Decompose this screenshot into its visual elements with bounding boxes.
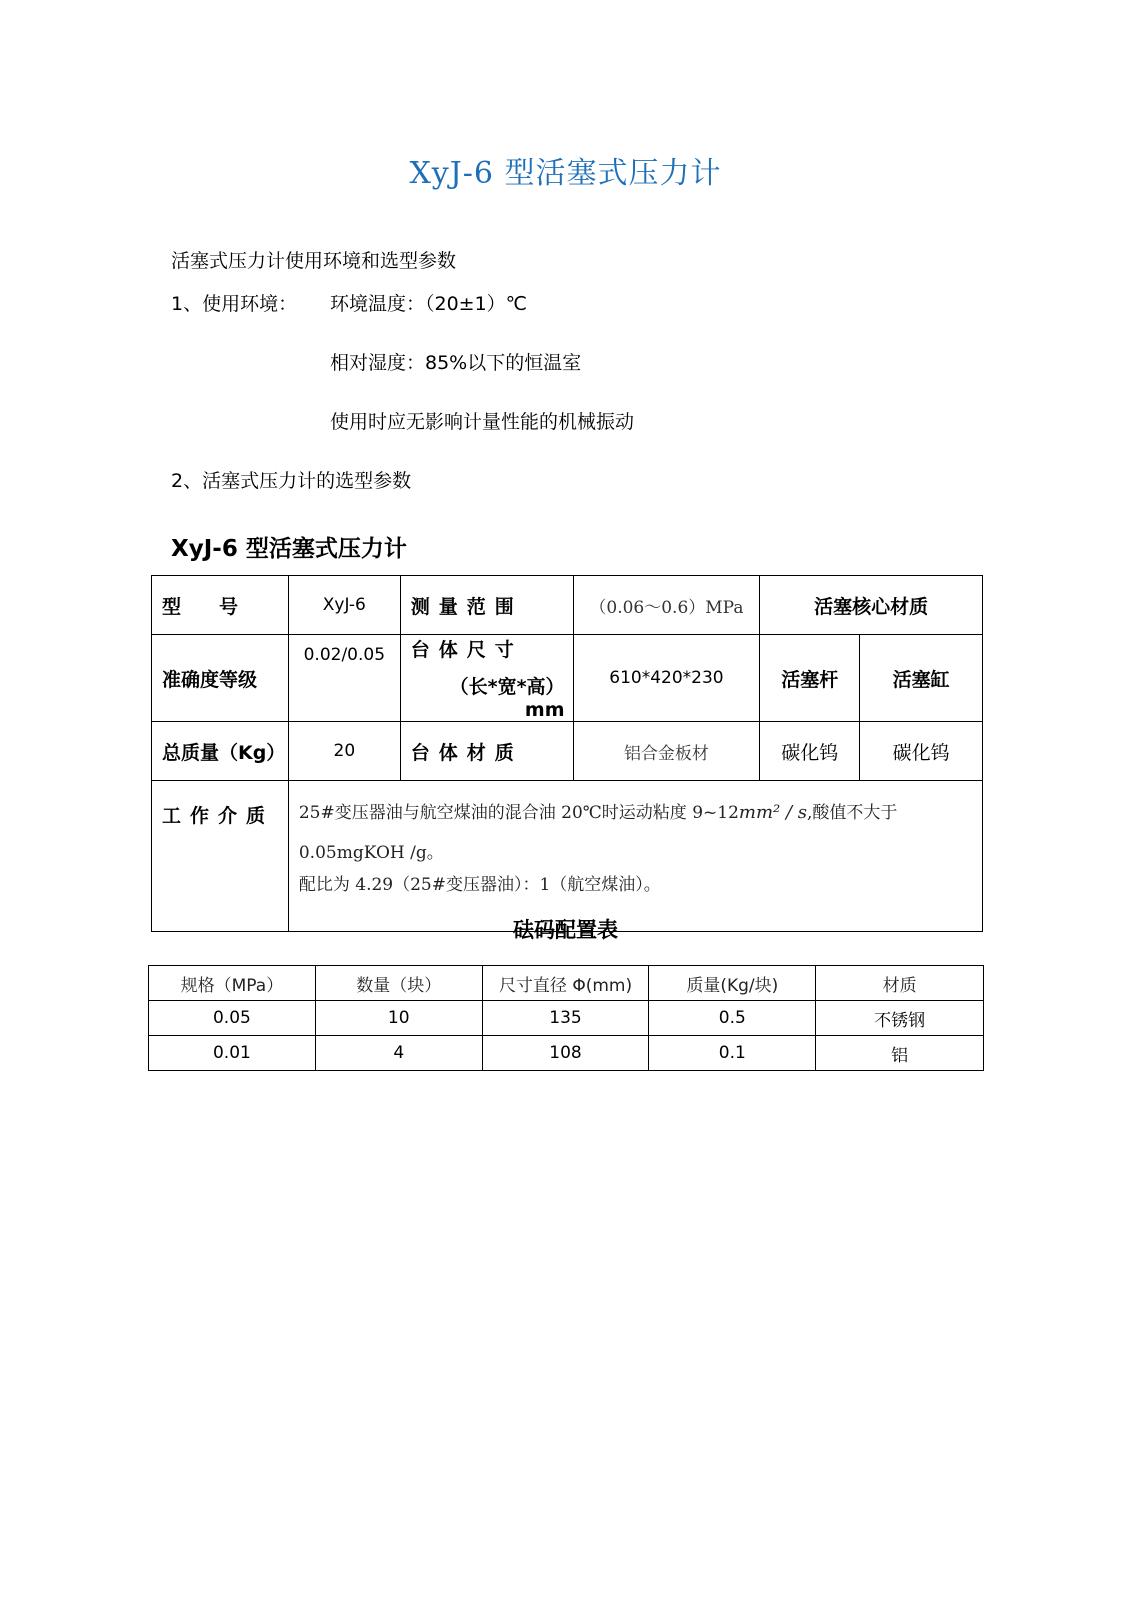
section-heading: 活塞式压力计使用环境和选型参数 — [171, 250, 457, 272]
table-cell: 0.1 — [649, 1036, 816, 1071]
size-label — [400, 635, 573, 722]
env-label: 1、使用环境： — [171, 293, 298, 315]
body-material-value: 铝合金板材 — [573, 722, 760, 781]
table-row — [149, 1036, 984, 1071]
weights-header-row — [149, 966, 984, 1001]
spec-row — [152, 576, 983, 635]
spec-table-title: XyJ-6 型活塞式压力计 — [171, 536, 407, 562]
header-cell: 质量(Kg/块) — [649, 966, 816, 1001]
cylinder-material: 碳化钨 — [860, 722, 983, 781]
medium-line-1: 25#变压器油与航空煤油的混合油 20℃时运动粘度 9~12mm² / s,酸值不大于 — [298, 802, 898, 823]
body-material-label: 台体材质 — [400, 722, 573, 781]
table-cell: 10 — [315, 1001, 482, 1036]
header-cell: 尺寸直径 Φ(mm) — [482, 966, 649, 1001]
spec-row — [152, 635, 983, 722]
table-cell: 不锈钢 — [816, 1001, 984, 1036]
table-cell: 0.05 — [149, 1001, 316, 1036]
header-cell: 数量（块） — [315, 966, 482, 1001]
header-cell: 材质 — [816, 966, 984, 1001]
spec-table — [151, 575, 983, 932]
table-cell: 135 — [482, 1001, 649, 1036]
selection-label: 2、活塞式压力计的选型参数 — [171, 470, 412, 492]
rod-label: 活塞杆 — [760, 635, 860, 722]
range-value: （0.06～0.6）MPa — [573, 576, 760, 635]
env-humidity: 相对湿度：85%以下的恒温室 — [330, 352, 582, 374]
medium-line-2: 0.05mgKOH /g。 — [298, 843, 444, 863]
table-cell: 0.01 — [149, 1036, 316, 1071]
range-label: 测量范围 — [400, 576, 573, 635]
table-cell: 4 — [315, 1036, 482, 1071]
size-label-line2: （长*宽*高）mm — [449, 676, 565, 721]
table-cell: 0.5 — [649, 1001, 816, 1036]
medium-label: 工作介质 — [152, 781, 289, 932]
accuracy-value: 0.02/0.05 — [288, 635, 400, 722]
cylinder-label: 活塞缸 — [860, 635, 983, 722]
mass-value: 20 — [288, 722, 400, 781]
model-value: XyJ-6 — [288, 576, 400, 635]
env-temperature: 环境温度：（20±1）℃ — [330, 293, 528, 315]
size-value: 610*420*230 — [573, 635, 760, 722]
medium-line-3: 配比为 4.29（25#变压器油）：1（航空煤油）。 — [298, 875, 661, 895]
weights-table-title: 砝码配置表 — [513, 918, 618, 942]
document-title: XyJ-6 型活塞式压力计 — [409, 156, 722, 191]
medium-description — [288, 781, 982, 932]
accuracy-label: 准确度等级 — [152, 635, 289, 722]
table-row — [149, 1001, 984, 1036]
viscosity-unit: mm² / s — [738, 802, 807, 823]
model-label: 型 号 — [152, 576, 289, 635]
size-label-line1: 台体尺寸 — [410, 639, 523, 661]
spec-row — [152, 781, 983, 932]
table-cell: 铝 — [816, 1036, 984, 1071]
mass-label: 总质量（Kg） — [152, 722, 289, 781]
spec-row — [152, 722, 983, 781]
weights-table — [148, 965, 984, 1071]
material-header: 活塞核心材质 — [760, 576, 983, 635]
header-cell: 规格（MPa） — [149, 966, 316, 1001]
env-vibration: 使用时应无影响计量性能的机械振动 — [330, 411, 635, 433]
rod-material: 碳化钨 — [760, 722, 860, 781]
table-cell: 108 — [482, 1036, 649, 1071]
